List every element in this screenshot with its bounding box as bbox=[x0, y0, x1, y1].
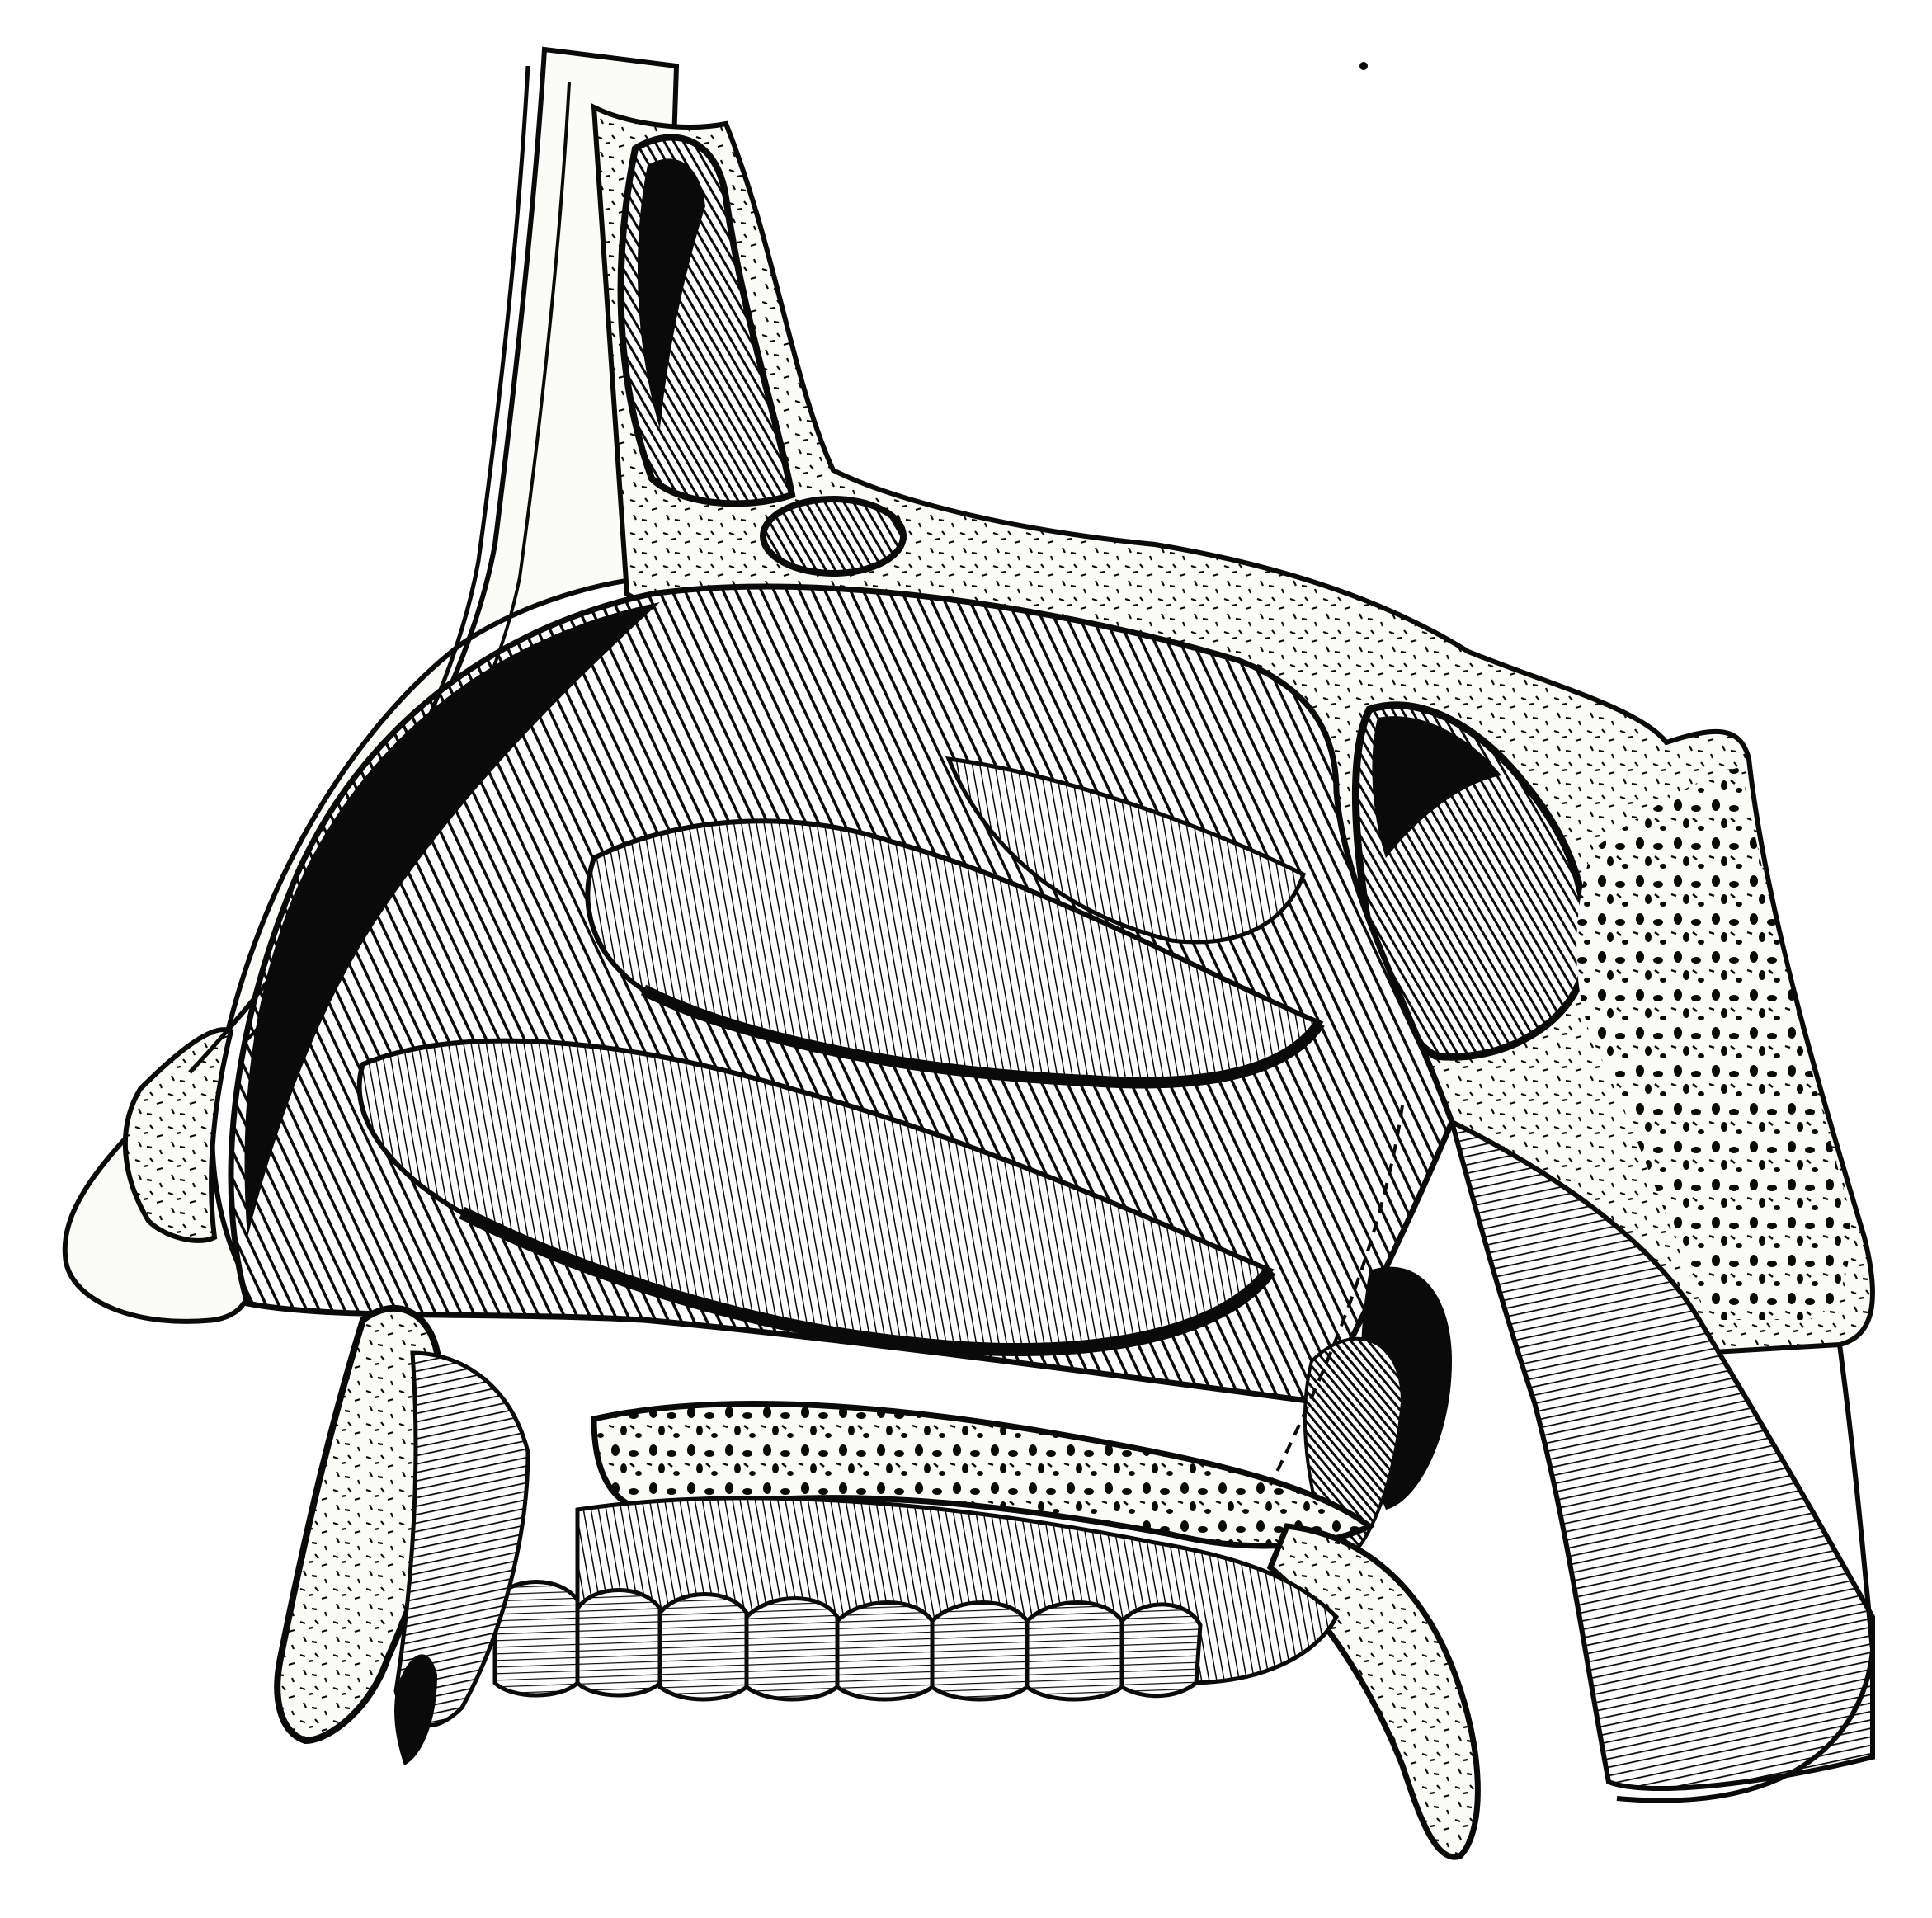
ink-speck bbox=[1359, 62, 1368, 70]
small-cavity bbox=[763, 499, 903, 573]
